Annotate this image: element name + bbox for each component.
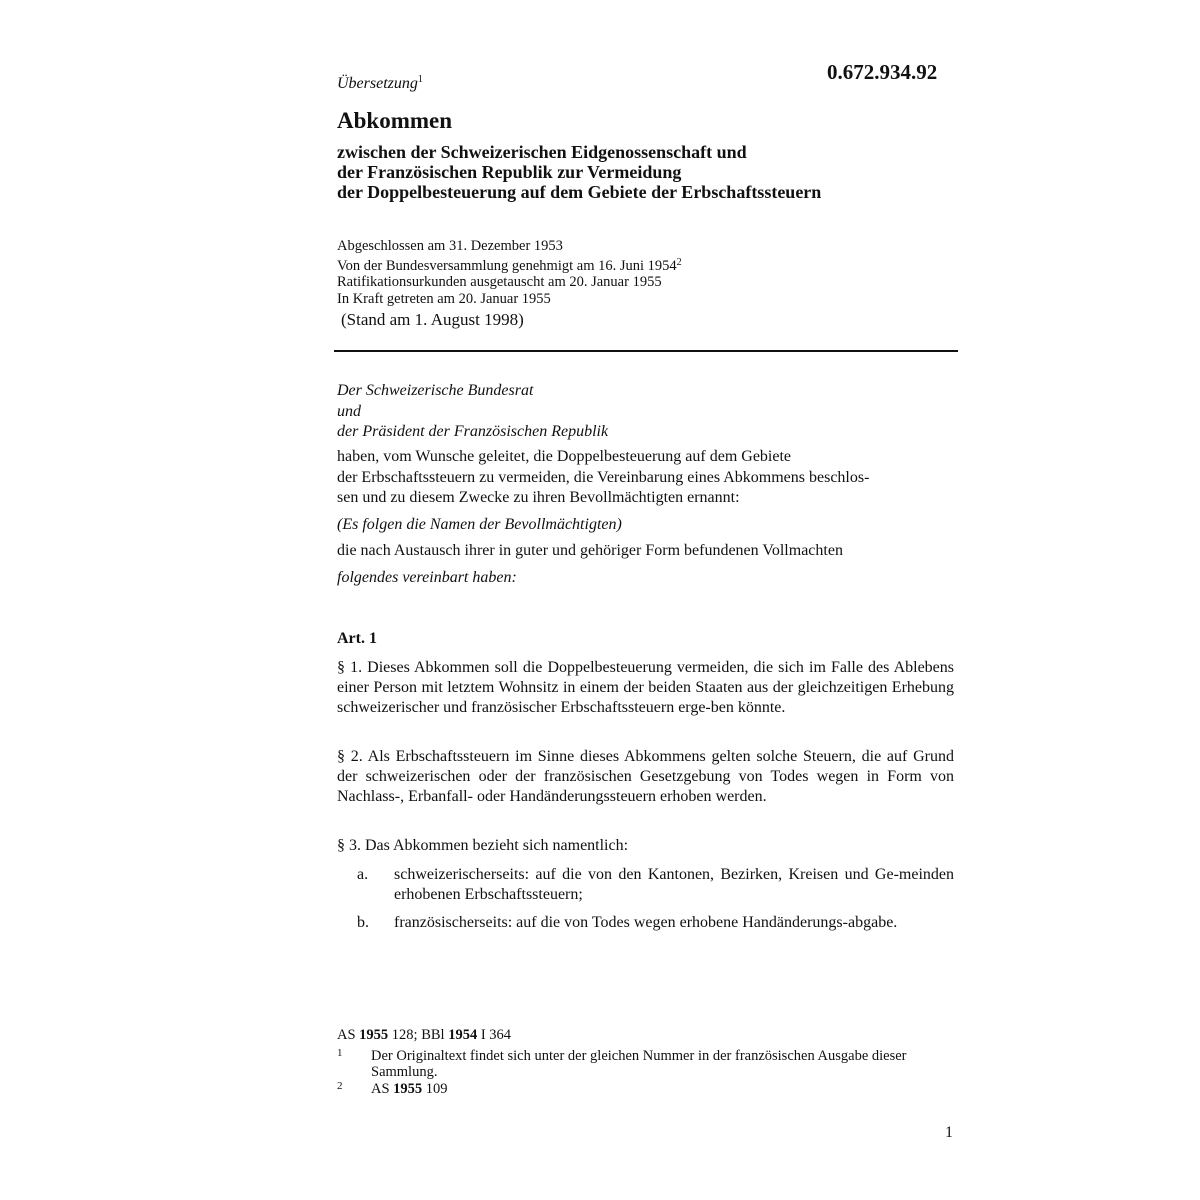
source-reference [337,1027,511,1044]
document-title: Abkommen [337,108,453,133]
status-date: (Stand am 1. August 1998) [341,310,524,329]
party-french: der Präsident der Französischen Republik [337,423,609,440]
document-subtitle [337,142,957,202]
list-item-letter: a. [357,866,369,883]
footnote-number: 2 [337,1080,343,1092]
preamble-plenipotentiaries: (Es folgen die Namen der Bevollmächtigten) [337,516,622,533]
preamble-after-exchange: die nach Austausch ihrer in guter und gehöriger Form befundenen Vollmachten [337,542,843,559]
preamble-intro-line: haben, vom Wunsche geleitet, die Doppelbesteuerung auf dem Gebiete [337,448,792,465]
page-number: 1 [945,1124,953,1141]
article-1-para-2: § 2. Als Erbschaftssteuern im Sinne dieses Abkommens gelten solche Steuern, die auf Grund der schweizerischen oder der französischen Gesetzgebung von Todes wegen in Form von Nachlass-, Erbanfall- oder Handänderungssteuern erhoben werden. [337,748,954,805]
date-approved-text: Von der Bundesversammlung genehmigt am 16. Juni 1954 [337,257,677,274]
sr-number: 0.672.934.92 [827,60,938,84]
preamble-agreed: folgendes vereinbart haben: [337,569,517,586]
source-year-1: 1955 [359,1027,389,1043]
footnote-1 [337,1048,937,1080]
footnote-2 [337,1081,937,1097]
article-1-para-1: § 1. Dieses Abkommen soll die Doppelbesteuerung vermeiden, die sich im Falle des Ablebens einer Person mit letztem Wohnsitz in einem der beiden Staaten aus der gleichzeitigen Erhebung schweizerischer und französischer Erbschaftssteuern erge-ben könnte. [337,659,954,716]
header-divider [334,350,958,352]
preamble-parties [337,381,957,443]
footnote-number: 1 [337,1047,343,1059]
footnote-prefix: AS [371,1081,390,1097]
subtitle-line: zwischen der Schweizerischen Eidgenossenschaft und [337,142,747,162]
list-item-text: französischerseits: auf die von Todes wegen erhobene Handänderungs-abgabe. [394,914,898,931]
footnote-suffix: 109 [425,1081,448,1097]
translation-label [337,74,423,93]
footnote-ref-2[interactable]: 2 [676,256,682,268]
footnote-text: Der Originaltext findet sich unter der gleichen Nummer in der französischen Ausgabe dieser Sammlung. [371,1048,907,1080]
footnote-text [371,1081,937,1097]
date-ratification: Ratifikationsurkunden ausgetauscht am 20. Januar 1955 [337,274,662,290]
party-swiss: Der Schweizerische Bundesrat [337,382,534,399]
list-item [357,913,954,933]
preamble-intro-line: der Erbschaftssteuern zu vermeiden, die Vereinbarung eines Abkommens beschlos- [337,468,870,486]
footnote-year: 1955 [393,1081,423,1097]
date-in-force: In Kraft getreten am 20. Januar 1955 [337,290,551,307]
dates-block [337,238,957,307]
date-approved [337,255,957,275]
list-item-text: schweizerischerseits: auf die von den Kantonen, Bezirken, Kreisen und Ge-meinden erhobenen Erbschaftssteuern; [394,866,954,903]
date-concluded: Abgeschlossen am 31. Dezember 1953 [337,238,563,254]
list-item [357,865,954,905]
source-year-2: 1954 [448,1027,478,1043]
source-suffix: I 364 [480,1027,512,1043]
article-1-para-3: § 3. Das Abkommen bezieht sich namentlich: [337,837,629,854]
party-and: und [337,402,361,420]
translation-label-text: Übersetzung [337,75,418,92]
preamble-intro [337,447,957,509]
source-mid: 128; BBl [391,1027,445,1043]
preamble-intro-line: sen und zu diesem Zwecke zu ihren Bevollmächtigten ernannt: [337,489,740,506]
source-prefix: AS [337,1027,356,1043]
footnote-ref-1[interactable]: 1 [417,74,423,85]
subtitle-line: der Doppelbesteuerung auf dem Gebiete der Erbschaftssteuern [337,182,822,202]
article-1-heading: Art. 1 [337,630,377,647]
subtitle-line: der Französischen Republik zur Vermeidung [337,162,682,182]
list-item-letter: b. [357,914,369,931]
